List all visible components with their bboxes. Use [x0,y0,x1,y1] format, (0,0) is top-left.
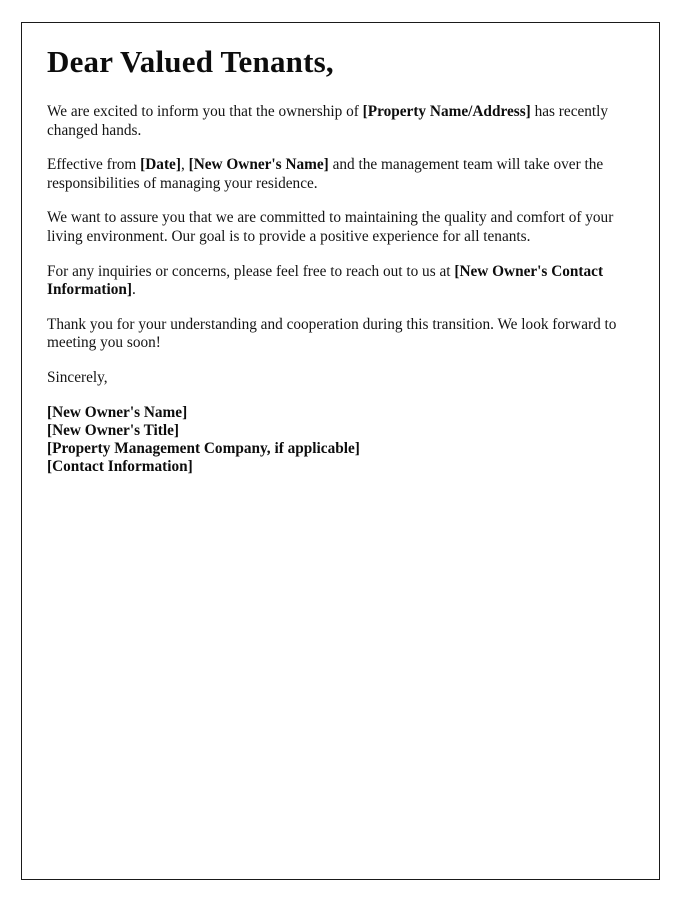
text-run: . [131,281,136,299]
placeholder-field: [New Owner's Contact Information] [47,262,604,299]
paragraph-list [47,103,633,388]
signature-line: [Contact Information] [47,458,193,476]
text-run: Thank you for your understanding and cooperation during this transition. We look forward to meeting you soon! [47,315,617,352]
signature-line: [New Owner's Name] [47,403,188,421]
signature-line: [New Owner's Title] [47,421,179,439]
text-run: We want to assure you that we are committed to maintaining the quality and comfort of your living environment. Our goal is to provide a positive experience for all tenants. [47,209,614,245]
paragraph-thank-you [47,316,633,353]
text-run: For any inquiries or concerns, please feel free to reach out to us at [47,262,455,280]
placeholder-field: [Property Name/Address] [362,103,531,120]
text-run: has recently changed hands. [47,103,609,139]
document-page [21,22,660,880]
text-run: Effective from [47,156,141,174]
paragraph-assurance [47,209,633,246]
placeholder-field: [Date] [140,156,181,174]
text-run: , [180,156,189,174]
paragraph-closing [47,369,633,388]
paragraph-ownership-change [47,103,633,140]
letter-body [47,43,633,477]
text-run: We are excited to inform you that the ownership of [47,103,363,120]
text-run: and the management team will take over the responsibilities of managing your residence. [47,156,604,192]
text-run: Sincerely, [47,368,108,386]
placeholder-field: [New Owner's Name] [188,156,329,174]
paragraph-inquiries [47,263,633,300]
paragraph-effective-date [47,156,633,193]
signature-line: [Property Management Company, if applicable] [47,440,360,458]
page-title: Dear Valued Tenants, [47,44,334,79]
signature-block [47,404,633,477]
